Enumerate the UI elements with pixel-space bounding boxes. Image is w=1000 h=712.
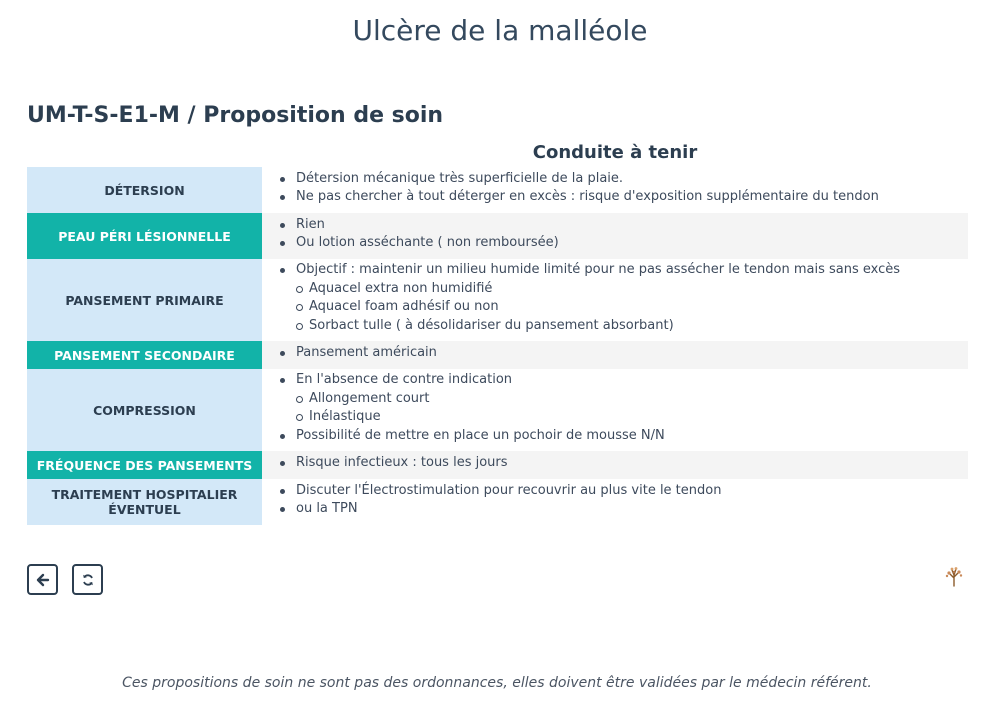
sub-bullet-list bbox=[276, 390, 968, 427]
row-label: FRÉQUENCE DES PANSEMENTS bbox=[27, 451, 262, 479]
arrow-left-icon bbox=[36, 573, 50, 587]
bullet-list bbox=[276, 261, 968, 335]
row-label: TRAITEMENT HOSPITALIER ÉVENTUEL bbox=[27, 479, 262, 525]
list-item-text: En l'absence de contre indication bbox=[296, 372, 513, 387]
list-item-text: Discuter l'Électrostimulation pour recouvrir au plus vite le tendon bbox=[296, 482, 722, 498]
row-label: PEAU PÉRI LÉSIONNELLE bbox=[27, 213, 262, 259]
section-title: UM-T-S-E1-M / Proposition de soin bbox=[27, 103, 444, 128]
sub-list-item: Allongement court bbox=[276, 390, 968, 409]
list-item-text: Objectif : maintenir un milieu humide limité pour ne pas assécher le tendon mais sans excès bbox=[296, 262, 901, 277]
sub-bullet-list bbox=[276, 280, 968, 336]
list-item bbox=[276, 216, 968, 235]
sub-list-item: Sorbact tulle ( à désolidariser du pansement absorbant) bbox=[276, 317, 968, 336]
list-item bbox=[276, 234, 968, 253]
row-label: COMPRESSION bbox=[27, 369, 262, 451]
table-row bbox=[27, 259, 968, 341]
row-content bbox=[262, 479, 968, 525]
table-row bbox=[27, 479, 968, 525]
list-item-text: Risque infectieux : tous les jours bbox=[296, 454, 508, 470]
list-item-text: Ne pas chercher à tout déterger en excès : risque d'exposition supplémentaire du tendon bbox=[296, 189, 879, 204]
sub-list-item: Inélastique bbox=[276, 408, 968, 427]
disclaimer-note: Ces propositions de soin ne sont pas des ordonnances, elles doivent être validées par le médecin référent. bbox=[122, 675, 872, 691]
list-item bbox=[276, 482, 968, 501]
sub-list-item: Aquacel foam adhésif ou non bbox=[276, 298, 968, 317]
bullet-list bbox=[276, 344, 968, 363]
list-item bbox=[276, 261, 968, 280]
list-item bbox=[276, 371, 968, 390]
column-header: Conduite à tenir bbox=[532, 142, 698, 163]
row-label: DÉTERSION bbox=[27, 167, 262, 213]
table-row bbox=[27, 369, 968, 451]
row-content bbox=[262, 341, 968, 369]
row-label: PANSEMENT SECONDAIRE bbox=[27, 341, 262, 369]
back-button[interactable] bbox=[27, 564, 58, 595]
row-content bbox=[262, 451, 968, 479]
table-row bbox=[27, 167, 968, 213]
list-item bbox=[276, 427, 968, 446]
tree-icon bbox=[943, 565, 965, 587]
bullet-list bbox=[276, 482, 968, 519]
row-label: PANSEMENT PRIMAIRE bbox=[27, 259, 262, 341]
list-item-text: Ou lotion asséchante ( non remboursée) bbox=[296, 235, 559, 250]
list-item-text: Détersion mécanique très superficielle de la plaie. bbox=[296, 170, 624, 186]
bullet-list bbox=[276, 170, 968, 207]
refresh-icon bbox=[81, 573, 95, 587]
bullet-list bbox=[276, 371, 968, 445]
bullet-list bbox=[276, 216, 968, 253]
list-item-text: Possibilité de mettre en place un pochoir de mousse N/N bbox=[296, 427, 665, 443]
list-item bbox=[276, 344, 968, 363]
care-table bbox=[27, 167, 968, 525]
list-item-text: Rien bbox=[296, 216, 325, 232]
list-item bbox=[276, 170, 968, 189]
row-content bbox=[262, 167, 968, 213]
page-title: Ulcère de la malléole bbox=[352, 14, 648, 47]
table-row bbox=[27, 213, 968, 259]
sub-list-item: Aquacel extra non humidifié bbox=[276, 280, 968, 299]
list-item bbox=[276, 500, 968, 519]
table-row bbox=[27, 451, 968, 479]
row-content bbox=[262, 259, 968, 341]
row-content bbox=[262, 369, 968, 451]
list-item-text: Pansement américain bbox=[296, 344, 437, 360]
row-content bbox=[262, 213, 968, 259]
table-row bbox=[27, 341, 968, 369]
list-item-text: ou la TPN bbox=[296, 501, 358, 516]
bullet-list bbox=[276, 454, 968, 473]
refresh-button[interactable] bbox=[72, 564, 103, 595]
list-item bbox=[276, 188, 968, 207]
list-item bbox=[276, 454, 968, 473]
